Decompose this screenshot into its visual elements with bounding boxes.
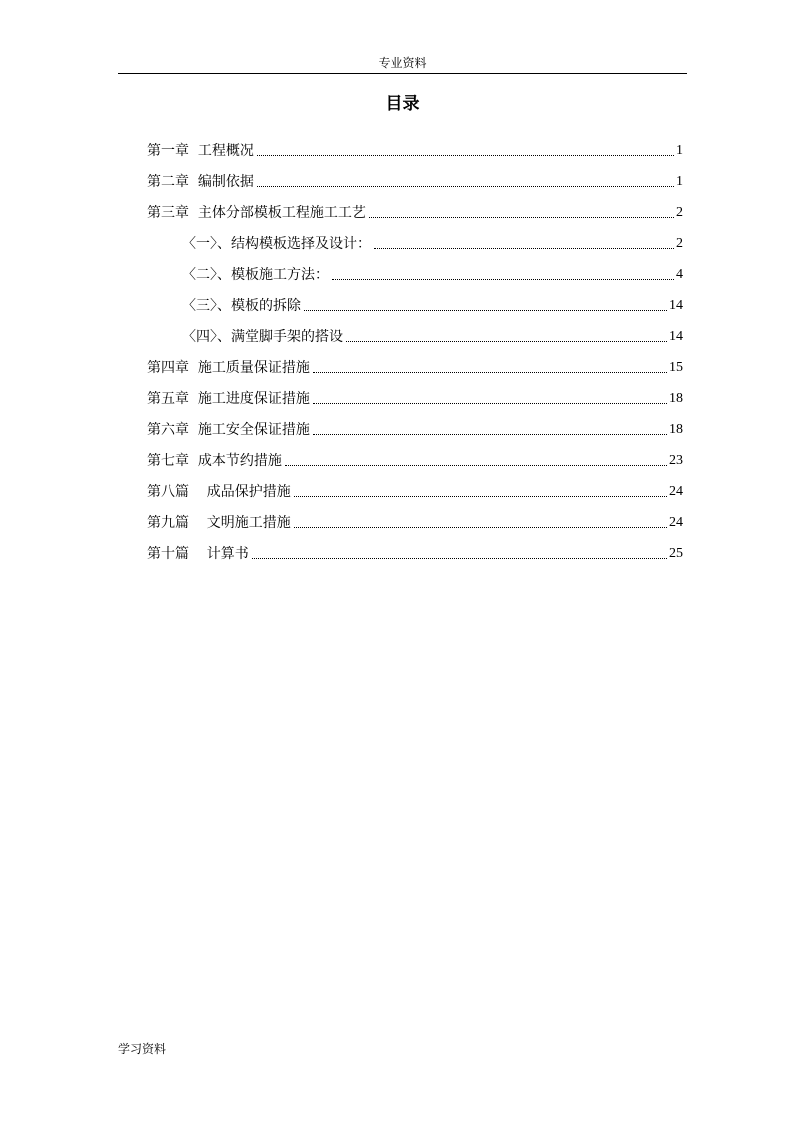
toc-dot-leader — [369, 217, 674, 218]
toc-entry-label: 〈四〉、满堂脚手架的搭设 — [182, 329, 343, 345]
toc-dot-leader — [252, 558, 667, 559]
toc-entry[interactable] — [147, 532, 683, 563]
toc-dot-leader — [374, 248, 674, 249]
toc-subentry[interactable] — [147, 222, 683, 253]
toc-page-number: 4 — [676, 267, 683, 282]
toc-page-number: 14 — [669, 298, 683, 313]
toc-entry-label: 〈二〉、模板施工方法： — [182, 267, 329, 283]
toc-dot-leader — [285, 465, 667, 466]
toc-entry[interactable] — [147, 408, 683, 439]
toc-dot-leader — [304, 310, 667, 311]
toc-dot-leader — [346, 341, 667, 342]
toc-dot-leader — [313, 434, 667, 435]
toc-entry[interactable] — [147, 160, 683, 191]
header-rule — [118, 73, 687, 74]
toc-entry-label: 第九篇 文明施工措施 — [147, 515, 291, 531]
toc-dot-leader — [313, 403, 667, 404]
toc-entry-label: 第六章 施工安全保证措施 — [147, 422, 310, 438]
toc-page-number: 23 — [669, 453, 683, 468]
page-header: 专业资料 — [378, 56, 427, 70]
toc-title: 目录 — [385, 94, 420, 114]
toc-entry-label: 第七章 成本节约措施 — [147, 453, 282, 469]
toc-entry[interactable] — [147, 346, 683, 377]
toc-page-number: 2 — [676, 205, 683, 220]
page-footer: 学习资料 — [118, 1042, 167, 1056]
toc-entry-label: 〈三〉、模板的拆除 — [182, 298, 301, 314]
toc-page-number: 1 — [676, 143, 683, 158]
toc-entry-label: 第三章 主体分部模板工程施工工艺 — [147, 205, 366, 221]
toc-entry-label: 第八篇 成品保护措施 — [147, 484, 291, 500]
toc-page-number: 15 — [669, 360, 683, 375]
toc-entry-label: 第五章 施工进度保证措施 — [147, 391, 310, 407]
toc-entry[interactable] — [147, 191, 683, 222]
toc-page-number: 25 — [669, 546, 683, 561]
toc-entry[interactable] — [147, 501, 683, 532]
toc-dot-leader — [294, 527, 667, 528]
toc-dot-leader — [332, 279, 674, 280]
toc-page-number: 14 — [669, 329, 683, 344]
toc-dot-leader — [313, 372, 667, 373]
toc-entry-label: 〈一〉、结构模板选择及设计： — [182, 236, 371, 252]
toc-entry[interactable] — [147, 439, 683, 470]
toc-entry[interactable] — [147, 129, 683, 160]
toc-subentry[interactable] — [147, 253, 683, 284]
toc-page-number: 24 — [669, 515, 683, 530]
toc-entry[interactable] — [147, 377, 683, 408]
toc-dot-leader — [257, 186, 674, 187]
toc-entry-label: 第十篇 计算书 — [147, 546, 249, 562]
toc-subentry[interactable] — [147, 315, 683, 346]
toc-page-number: 18 — [669, 391, 683, 406]
toc-subentry[interactable] — [147, 284, 683, 315]
toc-entry-label: 第一章 工程概况 — [147, 143, 254, 159]
toc-dot-leader — [257, 155, 674, 156]
toc-entry-label: 第二章 编制依据 — [147, 174, 254, 190]
toc-page-number: 1 — [676, 174, 683, 189]
table-of-contents — [147, 129, 683, 563]
toc-page-number: 24 — [669, 484, 683, 499]
toc-entry-label: 第四章 施工质量保证措施 — [147, 360, 310, 376]
toc-dot-leader — [294, 496, 667, 497]
toc-page-number: 2 — [676, 236, 683, 251]
toc-page-number: 18 — [669, 422, 683, 437]
toc-entry[interactable] — [147, 470, 683, 501]
